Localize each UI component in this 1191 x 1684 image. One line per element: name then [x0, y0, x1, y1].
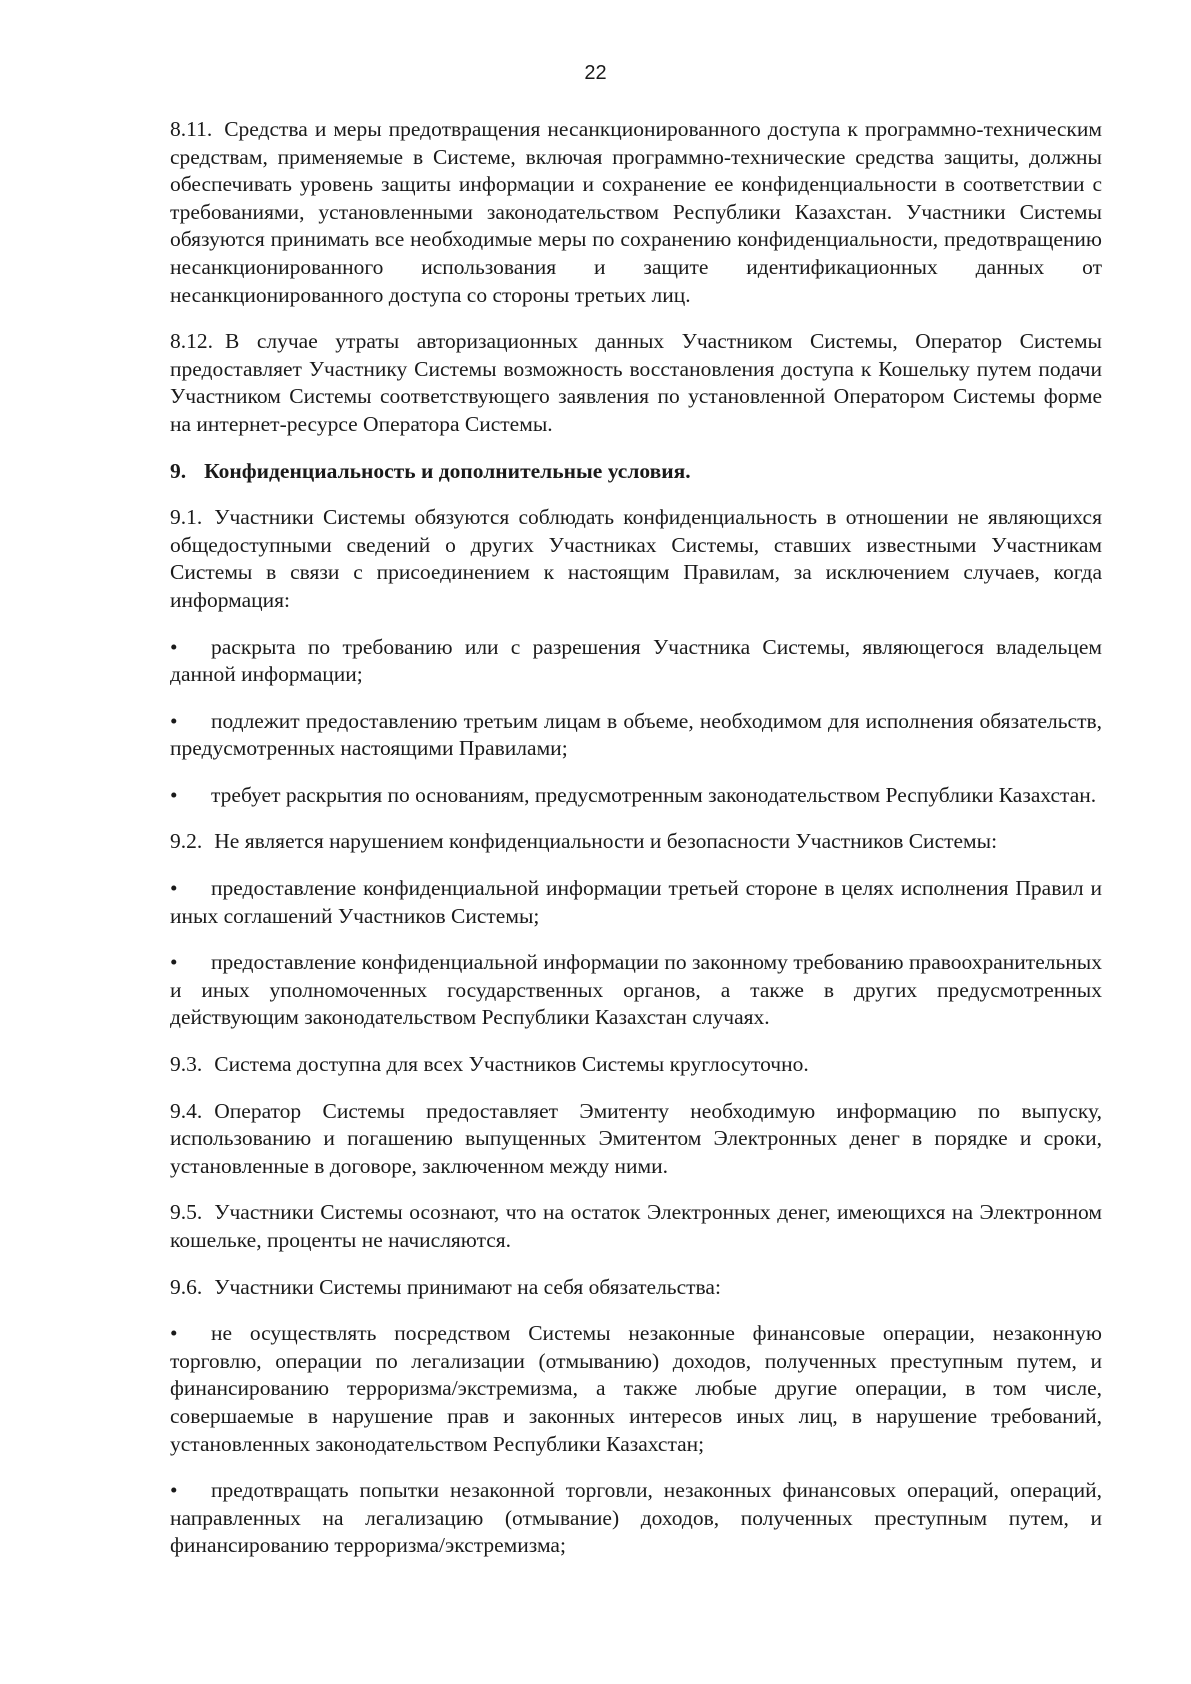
clause-text: Средства и меры предотвращения несанкционированного доступа к программно-техническим средствам, применяемые в Системе, включая программно-технические средства защиты, должны обеспечивать уровень защиты информации и сохранение ее конфиденциальности в соответствии с требованиями, установленными законодательством Республики Казахстан. Участники Системы обязуются принимать все необходимые меры по сохранению конфиденциальности, предотвращению несанкционированного использования и защите идентификационных данных от несанкционированного доступа со стороны третьих лиц. [170, 117, 1102, 307]
clause-text: Участники Системы осознают, что на остаток Электронных денег, имеющихся на Электронном кошельке, проценты не начисляются. [170, 1200, 1102, 1252]
paragraph [170, 828, 1102, 856]
clause-text: требует раскрытия по основаниям, предусмотренным законодательством Республики Казахстан. [211, 782, 1097, 807]
section-heading [170, 458, 1102, 486]
bullet-item [170, 708, 1102, 763]
clause-number: 9. [170, 458, 187, 483]
bullet-icon: • [170, 1478, 178, 1503]
clause-number: 8.11. [170, 117, 213, 141]
clause-text: Не является нарушением конфиденциальности и безопасности Участников Системы: [214, 829, 998, 854]
clause-number: 9.3. [170, 1052, 203, 1077]
document-body [170, 116, 1102, 1579]
clause-text: раскрыта по требованию или с разрешения Участника Системы, являющегося владельцем данной информации; [170, 634, 1102, 687]
bullet-icon: • [170, 1321, 178, 1346]
clause-number: 9.2. [170, 829, 203, 854]
clause-number: 8.12. [170, 329, 213, 354]
bullet-icon: • [170, 708, 178, 733]
clause-text: Участники Системы обязуются соблюдать конфиденциальность в отношении не являющихся общедоступными сведений о других Участниках Системы, ставших известными Участникам Системы в связи с присоединением к настоящим Правилам, за исключением случаев, когда информация: [170, 505, 1102, 612]
bullet-icon: • [170, 950, 178, 975]
clause-text: предотвращать попытки незаконной торговли, незаконных финансовых операций, операций, направленных на легализацию (отмывание) доходов, полученных преступным путем, и финансированию терроризма/экстремизма; [170, 1478, 1102, 1558]
clause-text: Система доступна для всех Участников Системы круглосуточно. [214, 1052, 809, 1077]
clause-number: 9.4. [170, 1098, 203, 1123]
page-number: 22 [584, 62, 607, 84]
bullet-icon: • [170, 876, 178, 901]
clause-text: Конфиденциальность и дополнительные условия. [204, 458, 691, 483]
paragraph [170, 1051, 1102, 1079]
clause-number: 9.6. [170, 1274, 203, 1299]
clause-text: предоставление конфиденциальной информации третьей стороне в целях исполнения Правил и иных соглашений Участников Системы; [170, 876, 1102, 928]
bullet-item [170, 875, 1102, 930]
paragraph [170, 1274, 1102, 1302]
bullet-item [170, 1477, 1102, 1560]
paragraph [170, 504, 1102, 614]
paragraph [170, 328, 1102, 438]
clause-text: Оператор Системы предоставляет Эмитенту необходимую информацию по выпуску, использованию и погашению выпущенных Эмитентом Электронных денег в порядке и сроки, установленные в договоре, заключенном между ними. [170, 1098, 1102, 1178]
bullet-item [170, 1320, 1102, 1458]
clause-text: подлежит предоставлению третьим лицам в объеме, необходимом для исполнения обязательств, предусмотренных настоящими Правилами; [170, 708, 1102, 761]
clause-text: Участники Системы принимают на себя обязательства: [214, 1274, 721, 1299]
paragraph [170, 116, 1102, 309]
clause-text: не осуществлять посредством Системы незаконные финансовые операции, незаконную торговлю, операции по легализации (отмыванию) доходов, полученных преступным путем, и финансированию терроризма/экстремизма, а также любые другие операции, в том числе, совершаемые в нарушение прав и законных интересов иных лиц, в нарушение требований, установленных законодательством Республики Казахстан; [170, 1321, 1102, 1456]
paragraph [170, 1098, 1102, 1181]
bullet-icon: • [170, 782, 178, 807]
clause-number: 9.1. [170, 505, 203, 530]
clause-number: 9.5. [170, 1200, 203, 1225]
clause-text: предоставление конфиденциальной информации по законному требованию правоохранительных и иных уполномоченных государственных органов, а также в других предусмотренных действующим законодательством Республики Казахстан случаях. [170, 950, 1102, 1030]
bullet-item [170, 782, 1102, 810]
clause-text: В случае утраты авторизационных данных Участником Системы, Оператор Системы предоставляет Участнику Системы возможность восстановления доступа к Кошельку путем подачи Участником Системы соответствующего заявления по установленной Оператором Системы форме на интернет-ресурсе Оператора Системы. [170, 329, 1102, 436]
bullet-item [170, 634, 1102, 689]
paragraph [170, 1199, 1102, 1254]
bullet-item [170, 949, 1102, 1032]
bullet-icon: • [170, 634, 178, 659]
